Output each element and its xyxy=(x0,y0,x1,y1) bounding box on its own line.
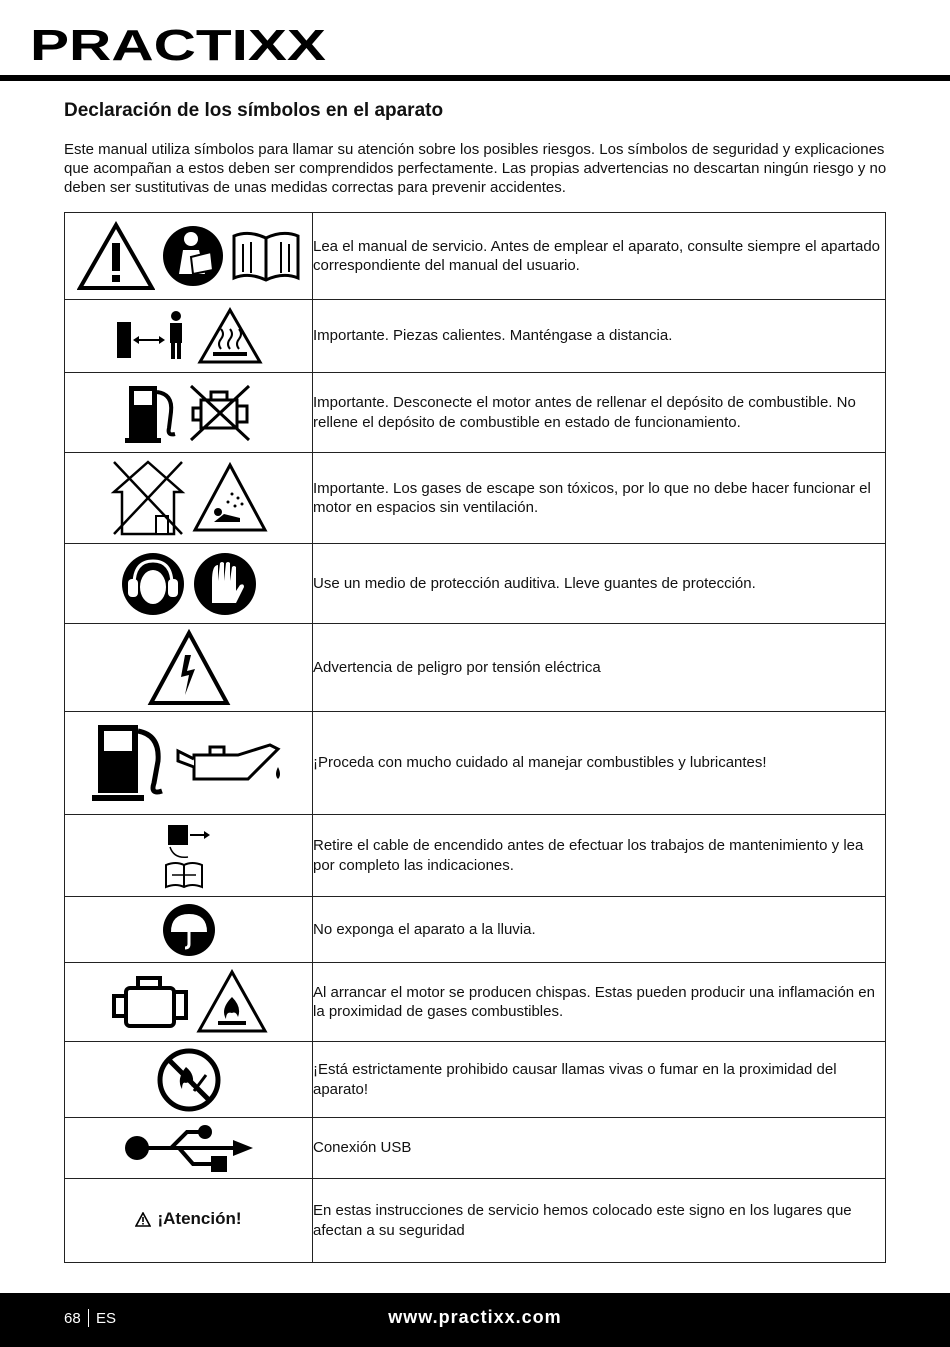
fuel-pump-icon xyxy=(92,721,168,805)
icon-cell xyxy=(65,963,313,1042)
toxic-fumes-icon xyxy=(192,462,268,534)
icon-cell xyxy=(65,897,313,963)
icon-cell xyxy=(65,1118,313,1179)
table-row xyxy=(65,213,886,300)
usb-icon xyxy=(123,1122,255,1174)
page-footer xyxy=(0,1293,950,1347)
row-description: Importante. Desconecte el motor antes de rellenar el depósito de combustible. No rellene el depósito de combustible en estado de funcionamiento. xyxy=(313,373,886,453)
table-row xyxy=(65,963,886,1042)
page-language: ES xyxy=(96,1310,117,1327)
icon-cell xyxy=(65,815,313,897)
brand-logo xyxy=(30,14,330,74)
row-description: Use un medio de protección auditiva. Lleve guantes de protección. xyxy=(313,544,886,624)
icon-cell xyxy=(65,712,313,815)
row-description: Advertencia de peligro por tensión eléctrica xyxy=(313,624,886,712)
hot-surface-icon xyxy=(197,307,263,365)
brand-logo-text: PRACTIXX xyxy=(30,21,326,70)
icon-cell xyxy=(65,544,313,624)
row-description: ¡Proceda con mucho cuidado al manejar combustibles y lubricantes! xyxy=(313,712,886,815)
keep-distance-icon xyxy=(115,308,191,364)
attention-label xyxy=(135,1209,241,1229)
table-row xyxy=(65,624,886,712)
icon-cell xyxy=(65,1179,313,1263)
engine-icon xyxy=(110,974,190,1030)
fuel-pump-icon xyxy=(125,382,181,444)
row-description: Importante. Los gases de escape son tóxicos, por lo que no debe hacer funcionar el motor en espacios sin ventilación. xyxy=(313,453,886,544)
oil-can-icon xyxy=(174,733,286,793)
website-link[interactable]: www.practixx.com xyxy=(388,1307,562,1327)
page-title: Declaración de los símbolos en el aparato xyxy=(64,100,444,121)
table-row xyxy=(65,712,886,815)
fire-hazard-icon xyxy=(196,969,268,1035)
gloves-icon xyxy=(192,551,258,617)
intro-paragraph: Este manual utiliza símbolos para llamar su atención sobre los posibles riesgos. Los símbolos de seguridad y explicaciones que acompañan a estos deben ser comprendidos perfectamente. Las propias advertencias no descartan ningún riesgo y no deben ser sustitutivas de unas medidas correctas para prevenir accidentes. xyxy=(64,141,887,196)
icon-cell xyxy=(65,624,313,712)
row-description: Importante. Piezas calientes. Manténgase a distancia. xyxy=(313,300,886,373)
table-row xyxy=(65,373,886,453)
table-row xyxy=(65,1042,886,1118)
read-manual-icon xyxy=(161,224,225,288)
row-description: Conexión USB xyxy=(313,1118,886,1179)
icon-cell xyxy=(65,1042,313,1118)
row-description: Lea el manual de servicio. Antes de emplear el aparato, consulte siempre el apartado correspondiente del manual del usuario. xyxy=(313,213,886,300)
row-description: No exponga el aparato a la lluvia. xyxy=(313,897,886,963)
row-description: En estas instrucciones de servicio hemos colocado este signo en los lugares que afectan a su seguridad xyxy=(313,1179,886,1263)
warning-triangle-icon xyxy=(77,221,155,291)
table-row xyxy=(65,453,886,544)
table-row xyxy=(65,1118,886,1179)
header-rule xyxy=(0,75,950,81)
spark-plug-manual-icon xyxy=(164,821,214,891)
icon-cell xyxy=(65,213,313,300)
ear-protection-icon xyxy=(120,551,186,617)
table-row xyxy=(65,544,886,624)
attention-text: ¡Atención! xyxy=(157,1209,242,1229)
table-row xyxy=(65,300,886,373)
icon-cell xyxy=(65,453,313,544)
table-row xyxy=(65,815,886,897)
electric-hazard-icon xyxy=(147,629,231,707)
symbols-table xyxy=(64,212,886,1263)
table-row xyxy=(65,1179,886,1263)
row-description: Al arrancar el motor se producen chispas. Estas pueden producir una inflamación en la proximidad de gases combustibles. xyxy=(313,963,886,1042)
warning-small-icon xyxy=(135,1212,151,1227)
no-open-flame-icon xyxy=(156,1047,222,1113)
page-number: 68 xyxy=(64,1310,81,1327)
page-header xyxy=(0,0,950,82)
icon-cell xyxy=(65,373,313,453)
row-description: ¡Está estrictamente prohibido causar llamas vivas o fumar en la proximidad del aparato! xyxy=(313,1042,886,1118)
no-rain-icon xyxy=(161,902,217,958)
icon-cell xyxy=(65,300,313,373)
no-indoor-icon xyxy=(110,458,186,538)
engine-off-icon xyxy=(187,382,253,444)
table-row xyxy=(65,897,886,963)
row-description: Retire el cable de encendido antes de efectuar los trabajos de mantenimiento y lea por completo las indicaciones. xyxy=(313,815,886,897)
open-book-icon xyxy=(231,228,301,284)
